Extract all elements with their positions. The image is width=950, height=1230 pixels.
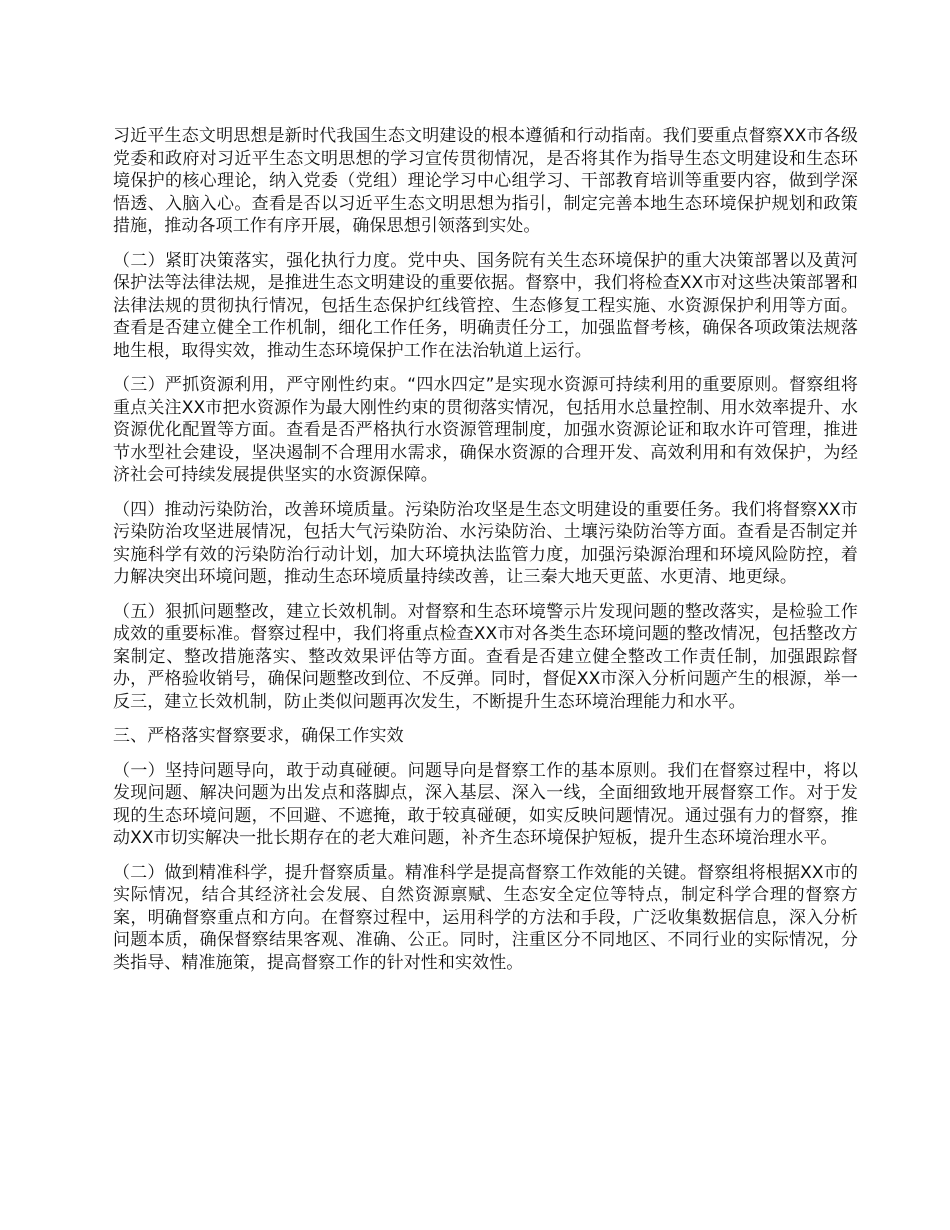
paragraph-problem-orientation: （一）坚持问题导向，敢于动真碰硬。问题导向是督察工作的基本原则。我们在督察过程中，将以发现问题、解决问题为出发点和落脚点，深入基层、深入一线，全面细致地开展督察工作。对于发现的生态环境问题，不回避、不遮掩，敢于较真碰硬，如实反映问题情况。通过强有力的督察，推动XX市切实解决一批长期存在的老大难问题，补齐生态环境保护短板，提升生态环境治理水平。 (113, 760, 858, 848)
paragraph-pollution-prevention: （四）推动污染防治，改善环境质量。污染防治攻坚是生态文明建设的重要任务。我们将督察XX市污染防治攻坚进展情况，包括大气污染防治、水污染防治、土壤污染防治等方面。查看是否制定并实施科学有效的污染防治行动计划，加大环境执法监管力度，加强污染源治理和环境风险防控，着力解决突出环境问题，推动生态环境质量持续改善，让三秦大地天更蓝、水更清、地更绿。 (113, 499, 858, 587)
section-heading-requirements: 三、严格落实督察要求，确保工作实效 (113, 726, 404, 746)
document-body (113, 125, 858, 986)
paragraph-thought-guidance: 习近平生态文明思想是新时代我国生态文明建设的根本遵循和行动指南。我们要重点督察XX市各级党委和政府对习近平生态文明思想的学习宣传贯彻情况，是否将其作为指导生态文明建设和生态环境保护的核心理论，纳入党委（党组）理论学习中心组学习、干部教育培训等重要内容，做到学深悟透、入脑入心。查看是否以习近平生态文明思想为指引，制定完善本地生态环境保护规划和政策措施，推动各项工作有序开展，确保思想引领落到实处。 (113, 126, 858, 236)
paragraph-decision-implementation: （二）紧盯决策落实，强化执行力度。党中央、国务院有关生态环境保护的重大决策部署以及黄河保护法等法律法规，是推进生态文明建设的重要依据。督察中，我们将检查XX市对这些决策部署和法律法规的贯彻执行情况，包括生态保护红线管控、生态修复工程实施、水资源保护利用等方面。查看是否建立健全工作机制，细化工作任务，明确责任分工，加强监督考核，确保各项政策法规落地生根，取得实效，推动生态环境保护工作在法治轨道上运行。 (113, 250, 858, 361)
paragraph-rectification: （五）狠抓问题整改，建立长效机制。对督察和生态环境警示片发现问题的整改落实，是检验工作成效的重要标准。督察过程中，我们将重点检查XX市对各类生态环境问题的整改情况，包括整改方案制定、整改措施落实、整改效果评估等方面。查看是否建立健全整改工作责任制，加强跟踪督办，严格验收销号，确保问题整改到位、不反弹。同时，督促XX市深入分析问题产生的根源，举一反三，建立长效机制，防止类似问题再次发生，不断提升生态环境治理能力和水平。 (113, 601, 858, 712)
paragraph-precision-science: （二）做到精准科学，提升督察质量。精准科学是提高督察工作效能的关键。督察组将根据XX市的实际情况，结合其经济社会发展、自然资源禀赋、生态安全定位等特点，制定科学合理的督察方案，明确督察重点和方向。在督察过程中，运用科学的方法和手段，广泛收集数据信息，深入分析问题本质，确保督察结果客观、准确、公正。同时，注重区分不同地区、不同行业的实际情况，分类指导、精准施策，提高督察工作的针对性和实效性。 (113, 862, 858, 973)
paragraph-resource-utilization: （三）严抓资源利用，严守刚性约束。“四水四定”是实现水资源可持续利用的重要原则。督察组将重点关注XX市把水资源作为最大刚性约束的贯彻落实情况，包括用水总量控制、用水效率提升、水资源优化配置等方面。查看是否严格执行水资源管理制度，加强水资源论证和取水许可管理，推进节水型社会建设，坚决遏制不合理用水需求，确保水资源的合理开发、高效利用和有效保护，为经济社会可持续发展提供坚实的水资源保障。 (113, 375, 858, 485)
